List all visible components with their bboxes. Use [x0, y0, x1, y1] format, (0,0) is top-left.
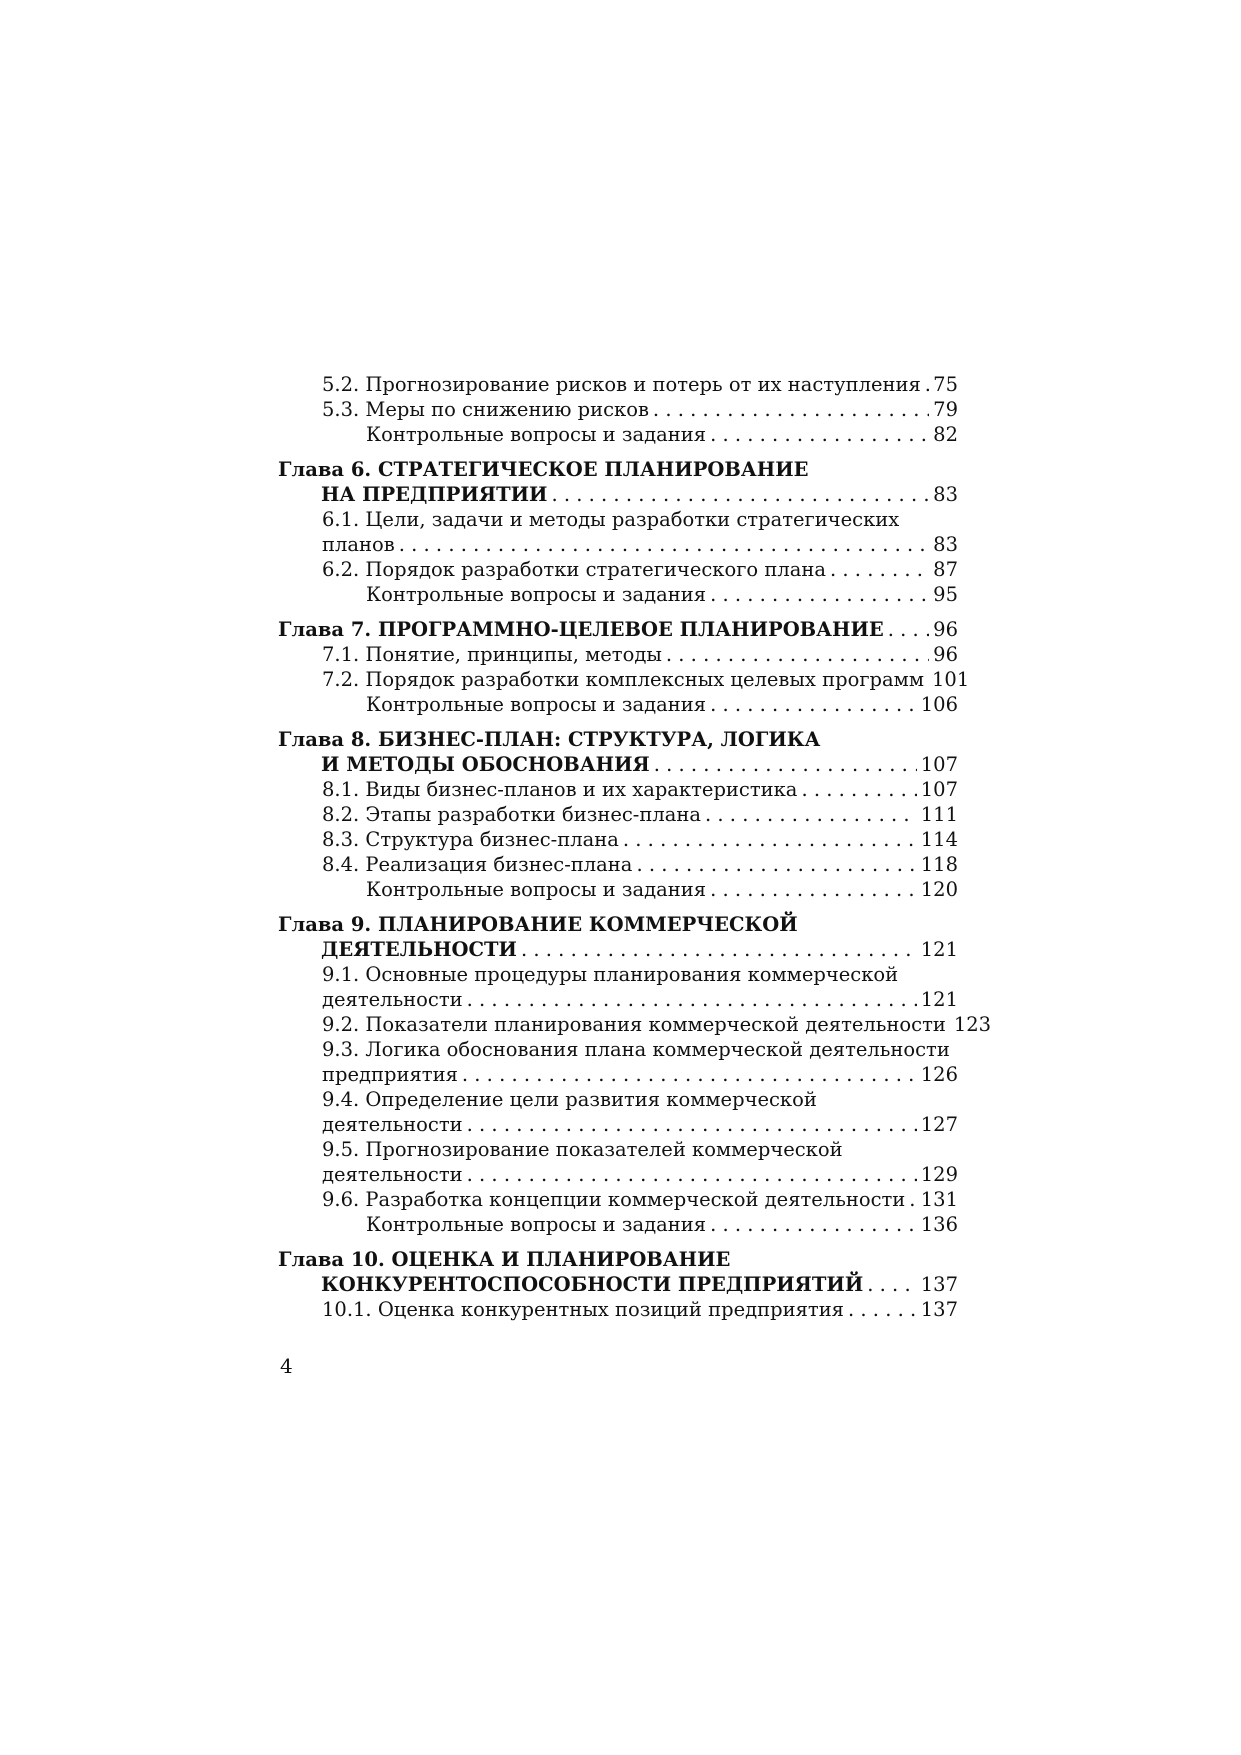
toc-entry [278, 962, 958, 987]
toc-entry-title: 9.3. Логика обоснования плана коммерческой деятельности [322, 1038, 950, 1061]
toc-entry [278, 422, 958, 447]
leader-dots [467, 1162, 917, 1187]
toc-page-number: 126 [920, 1063, 958, 1086]
toc-entry [278, 987, 958, 1012]
toc-entry [278, 582, 958, 607]
toc-page-number: 111 [920, 803, 958, 826]
toc-entry [278, 1087, 958, 1112]
section-gap [278, 607, 958, 617]
toc-entry-title: деятельности [322, 988, 463, 1011]
toc-page-number: 96 [933, 618, 958, 641]
toc-entry [278, 1162, 958, 1187]
toc-page-number: 123 [953, 1013, 992, 1036]
toc-page-number: 137 [920, 1298, 958, 1321]
section-gap [278, 447, 958, 457]
toc-chapter-line [278, 1272, 958, 1297]
toc-entry [278, 1187, 958, 1212]
leader-dots [710, 422, 929, 447]
toc-page-number: 96 [933, 643, 958, 666]
toc-entry [278, 557, 958, 582]
toc-page-number: 107 [920, 753, 958, 776]
toc-page-number: 87 [933, 558, 958, 581]
leader-dots [830, 557, 929, 582]
toc-entry-title: 8.1. Виды бизнес-планов и их характеристика [322, 778, 798, 801]
toc-entry [278, 507, 958, 532]
toc-entry-title: Контрольные вопросы и задания [366, 878, 707, 901]
leader-dots [653, 397, 929, 422]
toc-chapter-line [278, 752, 958, 777]
toc-entry-title: Глава 8. БИЗНЕС-ПЛАН: СТРУКТУРА, ЛОГИКА [278, 728, 821, 751]
toc-entry [278, 802, 958, 827]
toc-entry [278, 1012, 992, 1037]
toc-entry [278, 692, 958, 717]
toc-entry [278, 642, 958, 667]
leader-dots [705, 802, 917, 827]
toc-page-number: 75 [933, 373, 958, 396]
toc-entry-title: деятельности [322, 1113, 463, 1136]
leader-dots [710, 692, 917, 717]
toc-page-number: 118 [920, 853, 958, 876]
section-gap [278, 717, 958, 727]
toc-entry-title: Контрольные вопросы и задания [366, 693, 707, 716]
toc-entry-title: Глава 6. СТРАТЕГИЧЕСКОЕ ПЛАНИРОВАНИЕ [278, 458, 809, 481]
toc-entry-title: 9.6. Разработка концепции коммерческой деятельности [322, 1188, 906, 1211]
toc-entry-title: Глава 7. ПРОГРАММНО-ЦЕЛЕВОЕ ПЛАНИРОВАНИЕ [278, 618, 884, 641]
toc-entry-title: 5.3. Меры по снижению рисков [322, 398, 649, 421]
toc-entry [278, 532, 958, 557]
leader-dots [801, 777, 916, 802]
leader-dots [521, 937, 917, 962]
toc-entry-title: НА ПРЕДПРИЯТИИ [321, 483, 548, 506]
toc-page-number: 82 [933, 423, 958, 446]
toc-entry [278, 877, 958, 902]
leader-dots [654, 752, 917, 777]
toc-entry-title: КОНКУРЕНТОСПОСОБНОСТИ ПРЕДПРИЯТИЙ [321, 1273, 864, 1296]
leader-dots [467, 987, 917, 1012]
toc-entry-title: 6.1. Цели, задачи и методы разработки стратегических [322, 508, 900, 531]
toc-page-number: 101 [932, 668, 970, 691]
toc-page-number: 95 [933, 583, 958, 606]
leader-dots [867, 1272, 917, 1297]
leader-dots [399, 532, 929, 557]
leader-dots [551, 482, 929, 507]
toc-page-number: 120 [920, 878, 958, 901]
toc-chapter-line [278, 617, 958, 642]
toc-page-number: 121 [920, 938, 958, 961]
leader-dots [636, 852, 916, 877]
toc-entry-title: Глава 10. ОЦЕНКА И ПЛАНИРОВАНИЕ [278, 1248, 731, 1271]
toc-page-number: 121 [920, 988, 958, 1011]
toc-entry-title: 9.5. Прогнозирование показателей коммерческой [322, 1138, 843, 1161]
table-of-contents [278, 372, 992, 1322]
toc-entry-title: 8.4. Реализация бизнес-плана [322, 853, 633, 876]
toc-entry [278, 777, 958, 802]
toc-entry-title: 7.1. Понятие, принципы, методы [322, 643, 662, 666]
toc-page-number: 129 [920, 1163, 958, 1186]
leader-dots [888, 617, 929, 642]
toc-entry-title: планов [322, 533, 395, 556]
toc-entry [278, 397, 958, 422]
leader-dots [710, 1212, 917, 1237]
toc-page-number: 136 [920, 1213, 958, 1236]
toc-entry-title: 8.3. Структура бизнес-плана [322, 828, 619, 851]
toc-chapter-line [278, 727, 958, 752]
leader-dots [848, 1297, 917, 1322]
toc-entry [278, 852, 958, 877]
toc-page-number: 137 [920, 1273, 958, 1296]
toc-entry-title: 9.1. Основные процедуры планирования коммерческой [322, 963, 899, 986]
toc-entry-title: 5.2. Прогнозирование рисков и потерь от их наступления [322, 373, 921, 396]
toc-page-number: 106 [920, 693, 958, 716]
toc-entry [278, 1212, 958, 1237]
toc-entry-title: Контрольные вопросы и задания [366, 1213, 707, 1236]
toc-page-number: 79 [933, 398, 958, 421]
leader-dots [925, 372, 929, 397]
section-gap [278, 902, 958, 912]
toc-page-number: 131 [920, 1188, 958, 1211]
toc-entry-title: Глава 9. ПЛАНИРОВАНИЕ КОММЕРЧЕСКОЙ [278, 913, 798, 936]
toc-page-number: 83 [933, 483, 958, 506]
toc-entry [278, 827, 958, 852]
toc-chapter-line [278, 937, 958, 962]
toc-entry-title: Контрольные вопросы и задания [366, 423, 707, 446]
toc-entry-title: 8.2. Этапы разработки бизнес-плана [322, 803, 702, 826]
toc-chapter-line [278, 457, 958, 482]
toc-entry-title: Контрольные вопросы и задания [366, 583, 707, 606]
page-number: 4 [280, 1354, 293, 1378]
leader-dots [462, 1062, 917, 1087]
leader-dots [666, 642, 929, 667]
toc-page-number: 107 [920, 778, 958, 801]
toc-entry [278, 667, 970, 692]
toc-entry [278, 1297, 958, 1322]
toc-entry-title: 9.2. Показатели планирования коммерческой деятельности [322, 1013, 946, 1036]
toc-chapter-line [278, 912, 958, 937]
toc-entry-title: 9.4. Определение цели развития коммерческой [322, 1088, 817, 1111]
toc-entry-title: деятельности [322, 1163, 463, 1186]
toc-entry-title: 6.2. Порядок разработки стратегического плана [322, 558, 827, 581]
toc-entry-title: И МЕТОДЫ ОБОСНОВАНИЯ [321, 753, 650, 776]
toc-page-number: 83 [933, 533, 958, 556]
toc-chapter-line [278, 1247, 958, 1272]
toc-entry-title: 10.1. Оценка конкурентных позиций предприятия [322, 1298, 844, 1321]
toc-entry [278, 1112, 958, 1137]
toc-chapter-line [278, 482, 958, 507]
leader-dots [909, 1187, 916, 1212]
toc-entry [278, 372, 958, 397]
toc-entry-title: ДЕЯТЕЛЬНОСТИ [321, 938, 517, 961]
toc-page-number: 114 [920, 828, 958, 851]
toc-entry [278, 1137, 958, 1162]
section-gap [278, 1237, 958, 1247]
leader-dots [467, 1112, 917, 1137]
toc-page-number: 127 [920, 1113, 958, 1136]
leader-dots [710, 877, 917, 902]
leader-dots [710, 582, 929, 607]
toc-entry-title: предприятия [322, 1063, 458, 1086]
toc-entry [278, 1037, 958, 1062]
toc-entry [278, 1062, 958, 1087]
leader-dots [623, 827, 917, 852]
toc-entry-title: 7.2. Порядок разработки комплексных целевых программ [322, 668, 924, 691]
